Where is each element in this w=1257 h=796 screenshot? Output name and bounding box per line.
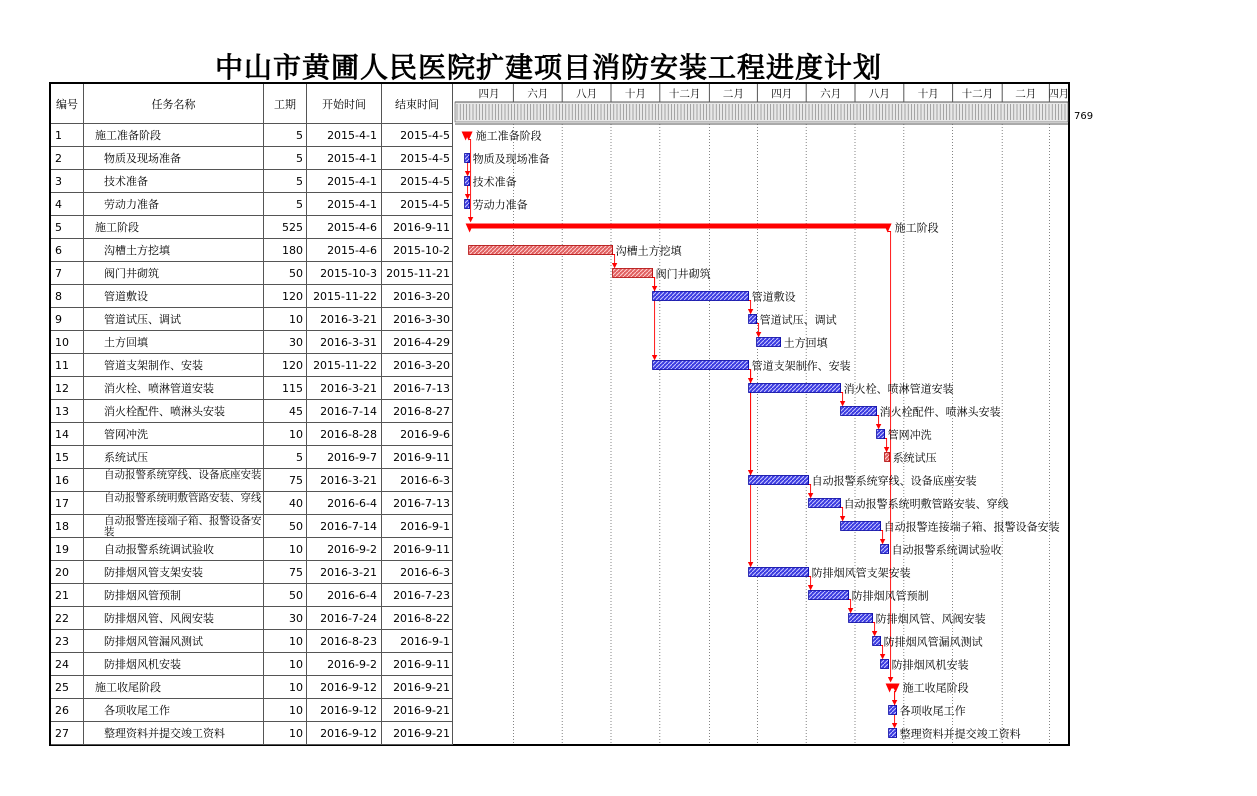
timeline-month-label: 六月 bbox=[820, 88, 842, 100]
task-start: 2016-9-7 bbox=[307, 446, 382, 469]
timeline-month-label: 十月 bbox=[624, 88, 646, 100]
gantt-dependency-link bbox=[840, 508, 843, 521]
gantt-dependency-link bbox=[880, 531, 883, 544]
gantt-dependency-link bbox=[468, 186, 469, 199]
task-id: 26 bbox=[51, 699, 84, 722]
timeline-month-label: 十月 bbox=[917, 88, 939, 100]
task-start: 2015-11-22 bbox=[307, 285, 382, 308]
task-duration: 5 bbox=[264, 147, 307, 170]
task-id: 11 bbox=[51, 354, 84, 377]
task-id: 12 bbox=[51, 377, 84, 400]
task-duration: 5 bbox=[264, 446, 307, 469]
task-name: 劳动力准备 bbox=[84, 193, 264, 216]
task-name: 防排烟风管、风阀安装 bbox=[84, 607, 264, 630]
task-name: 管道试压、调试 bbox=[84, 308, 264, 331]
task-start: 2016-6-4 bbox=[307, 584, 382, 607]
task-end: 2016-8-22 bbox=[382, 607, 453, 630]
gantt-dependency-link bbox=[748, 301, 751, 314]
page-title: 中山市黄圃人民医院扩建项目消防安装工程进度计划 bbox=[214, 51, 882, 84]
task-duration: 10 bbox=[264, 653, 307, 676]
task-id: 16 bbox=[51, 469, 84, 492]
gantt-dependency-link bbox=[848, 600, 851, 613]
task-end: 2015-4-5 bbox=[382, 170, 453, 193]
gantt-dependency-link bbox=[612, 255, 615, 268]
task-end: 2016-3-20 bbox=[382, 285, 453, 308]
gantt-bar-label: 防排烟风管漏风测试 bbox=[883, 635, 983, 649]
gantt-task-bar bbox=[889, 729, 897, 738]
gantt-task-bar bbox=[881, 660, 889, 669]
task-name: 防排烟风管漏风测试 bbox=[84, 630, 264, 653]
gantt-task-bar bbox=[749, 476, 809, 485]
task-start: 2016-3-21 bbox=[307, 377, 382, 400]
gantt-bar-label: 技术准备 bbox=[472, 175, 517, 189]
gantt-task-bar bbox=[873, 637, 881, 646]
task-id: 23 bbox=[51, 630, 84, 653]
task-id: 27 bbox=[51, 722, 84, 745]
task-id: 9 bbox=[51, 308, 84, 331]
timeline-month-label: 六月 bbox=[527, 88, 549, 100]
task-duration: 10 bbox=[264, 676, 307, 699]
gantt-task-bar bbox=[613, 269, 653, 278]
task-name: 自动报警连接端子箱、报警设备安装 bbox=[84, 515, 264, 538]
gantt-dependency-link bbox=[808, 577, 811, 590]
task-duration: 120 bbox=[264, 285, 307, 308]
task-id: 13 bbox=[51, 400, 84, 423]
gantt-task-bar bbox=[469, 246, 613, 255]
timeline-month-label: 十二月 bbox=[668, 88, 701, 100]
task-duration: 10 bbox=[264, 722, 307, 745]
timeline-month-label: 八月 bbox=[576, 88, 598, 100]
task-duration: 5 bbox=[264, 170, 307, 193]
gantt-dependency-link bbox=[748, 370, 751, 567]
gantt-bar-label: 防排烟风管、风阀安装 bbox=[875, 612, 986, 626]
gantt-task-bar bbox=[809, 591, 849, 600]
gantt-task-bar bbox=[749, 568, 809, 577]
task-end: 2016-9-6 bbox=[382, 423, 453, 446]
task-end: 2016-6-3 bbox=[382, 561, 453, 584]
task-start: 2016-7-24 bbox=[307, 607, 382, 630]
task-name: 自动报警系统穿线、设备底座安装 bbox=[84, 469, 264, 492]
gantt-bar-label: 自动报警系统穿线、设备底座安装 bbox=[811, 474, 977, 488]
gantt-bar-label: 物质及现场准备 bbox=[472, 152, 550, 166]
task-start: 2016-8-28 bbox=[307, 423, 382, 446]
task-id: 2 bbox=[51, 147, 84, 170]
gantt-bar-label: 施工准备阶段 bbox=[475, 129, 542, 143]
task-end: 2016-9-21 bbox=[382, 722, 453, 745]
gantt-task-bar bbox=[653, 361, 749, 370]
gantt-task-bar bbox=[749, 384, 841, 393]
gantt-task-bar bbox=[757, 338, 781, 347]
task-id: 25 bbox=[51, 676, 84, 699]
gantt-task-bar bbox=[889, 706, 897, 715]
gantt-bar-label: 防排烟风管支架安装 bbox=[811, 566, 911, 580]
timeline-month-label: 二月 bbox=[1015, 88, 1037, 100]
task-duration: 525 bbox=[264, 216, 307, 239]
task-id: 7 bbox=[51, 262, 84, 285]
task-start: 2016-3-21 bbox=[307, 561, 382, 584]
task-name: 施工收尾阶段 bbox=[84, 676, 264, 699]
task-id: 22 bbox=[51, 607, 84, 630]
task-name: 消火栓、喷淋管道安装 bbox=[84, 377, 264, 400]
task-name: 物质及现场准备 bbox=[84, 147, 264, 170]
gantt-bar-label: 管道敷设 bbox=[751, 290, 796, 304]
task-start: 2015-4-6 bbox=[307, 239, 382, 262]
header-start: 开始时间 bbox=[307, 84, 382, 124]
gantt-bar-label: 整理资料并提交竣工资料 bbox=[899, 727, 1021, 741]
task-name: 自动报警系统明敷管路安装、穿线 bbox=[84, 492, 264, 515]
gantt-bar-label: 消火栓、喷淋管道安装 bbox=[843, 382, 954, 396]
gantt-bar-label: 自动报警系统调试验收 bbox=[891, 543, 1002, 557]
task-name: 施工阶段 bbox=[84, 216, 264, 239]
timeline-month-label: 四月 bbox=[478, 88, 500, 100]
task-start: 2015-4-6 bbox=[307, 216, 382, 239]
gantt-task-bar bbox=[881, 545, 889, 554]
gantt-dependency-link bbox=[468, 163, 469, 176]
task-duration: 5 bbox=[264, 124, 307, 147]
timeline-month-label: 二月 bbox=[722, 88, 744, 100]
task-duration: 10 bbox=[264, 699, 307, 722]
task-end: 2016-9-21 bbox=[382, 676, 453, 699]
task-id: 18 bbox=[51, 515, 84, 538]
task-duration: 10 bbox=[264, 538, 307, 561]
task-end: 2016-8-27 bbox=[382, 400, 453, 423]
gantt-bar-label: 劳动力准备 bbox=[472, 198, 528, 212]
task-name: 管网冲洗 bbox=[84, 423, 264, 446]
task-end: 2015-4-5 bbox=[382, 124, 453, 147]
task-id: 14 bbox=[51, 423, 84, 446]
task-end: 2016-9-1 bbox=[382, 515, 453, 538]
task-start: 2015-11-22 bbox=[307, 354, 382, 377]
task-end: 2016-9-11 bbox=[382, 653, 453, 676]
gantt-bar-label: 施工阶段 bbox=[894, 221, 939, 235]
task-end: 2016-9-1 bbox=[382, 630, 453, 653]
gantt-bar-label: 沟槽土方挖填 bbox=[615, 244, 682, 258]
gantt-bar-label: 自动报警系统明敷管路安装、穿线 bbox=[843, 497, 1009, 511]
task-start: 2015-4-1 bbox=[307, 193, 382, 216]
task-id: 4 bbox=[51, 193, 84, 216]
task-duration: 30 bbox=[264, 331, 307, 354]
task-start: 2016-7-14 bbox=[307, 515, 382, 538]
task-start: 2015-4-1 bbox=[307, 170, 382, 193]
task-duration: 5 bbox=[264, 193, 307, 216]
task-duration: 115 bbox=[264, 377, 307, 400]
task-end: 2016-7-13 bbox=[382, 377, 453, 400]
task-end: 2016-9-11 bbox=[382, 446, 453, 469]
task-duration: 50 bbox=[264, 515, 307, 538]
task-end: 2015-10-2 bbox=[382, 239, 453, 262]
task-start: 2016-9-2 bbox=[307, 653, 382, 676]
task-name: 各项收尾工作 bbox=[84, 699, 264, 722]
gantt-task-bar bbox=[465, 177, 470, 186]
task-duration: 180 bbox=[264, 239, 307, 262]
timeline-month-label: 四月 bbox=[1048, 88, 1070, 100]
task-id: 15 bbox=[51, 446, 84, 469]
timeline-month-label: 四月 bbox=[771, 88, 793, 100]
gantt-task-bar bbox=[849, 614, 873, 623]
task-end: 2016-4-29 bbox=[382, 331, 453, 354]
task-id: 24 bbox=[51, 653, 84, 676]
task-name: 消火栓配件、喷淋头安装 bbox=[84, 400, 264, 423]
task-start: 2016-3-31 bbox=[307, 331, 382, 354]
gantt-bar-label: 阀门井砌筑 bbox=[655, 267, 711, 281]
gantt-dependency-link bbox=[872, 623, 875, 636]
task-duration: 40 bbox=[264, 492, 307, 515]
gantt-task-bar bbox=[885, 453, 890, 462]
task-end: 2015-4-5 bbox=[382, 147, 453, 170]
task-id: 1 bbox=[51, 124, 84, 147]
task-id: 8 bbox=[51, 285, 84, 308]
gantt-dependency-link bbox=[876, 416, 879, 429]
task-duration: 50 bbox=[264, 584, 307, 607]
timeline-month-label: 十二月 bbox=[961, 88, 994, 100]
gantt-dependency-link bbox=[884, 439, 887, 452]
task-end: 2016-3-30 bbox=[382, 308, 453, 331]
gantt-bar-label: 自动报警连接端子箱、报警设备安装 bbox=[883, 520, 1060, 534]
task-id: 6 bbox=[51, 239, 84, 262]
gantt-bar-label: 各项收尾工作 bbox=[899, 704, 966, 718]
gantt-task-bar bbox=[809, 499, 841, 508]
task-name: 防排烟风管支架安装 bbox=[84, 561, 264, 584]
task-duration: 10 bbox=[264, 630, 307, 653]
task-name: 整理资料并提交竣工资料 bbox=[84, 722, 264, 745]
gantt-dependency-link bbox=[880, 646, 883, 659]
task-end: 2016-9-11 bbox=[382, 538, 453, 561]
gantt-bar-label: 管道试压、调试 bbox=[759, 313, 837, 327]
task-start: 2016-8-23 bbox=[307, 630, 382, 653]
task-start: 2016-3-21 bbox=[307, 469, 382, 492]
timeline-month-label: 八月 bbox=[868, 88, 890, 100]
gantt-task-bar bbox=[749, 315, 757, 324]
gantt-summary-bar bbox=[469, 224, 889, 229]
task-duration: 45 bbox=[264, 400, 307, 423]
task-name: 施工准备阶段 bbox=[84, 124, 264, 147]
task-name: 防排烟风管预制 bbox=[84, 584, 264, 607]
gantt-bar-label: 防排烟风管预制 bbox=[851, 589, 929, 603]
task-name: 管道敷设 bbox=[84, 285, 264, 308]
task-start: 2016-9-12 bbox=[307, 676, 382, 699]
task-name: 技术准备 bbox=[84, 170, 264, 193]
task-name: 防排烟风机安装 bbox=[84, 653, 264, 676]
task-name: 自动报警系统调试验收 bbox=[84, 538, 264, 561]
task-end: 2016-9-11 bbox=[382, 216, 453, 239]
gantt-bar-label: 消火栓配件、喷淋头安装 bbox=[879, 405, 1001, 419]
gantt-bar-label: 管道支架制作、安装 bbox=[751, 359, 851, 373]
task-end: 2016-9-21 bbox=[382, 699, 453, 722]
task-end: 2016-6-3 bbox=[382, 469, 453, 492]
task-end: 2015-4-5 bbox=[382, 193, 453, 216]
task-name: 系统试压 bbox=[84, 446, 264, 469]
task-start: 2016-6-4 bbox=[307, 492, 382, 515]
header-id: 编号 bbox=[51, 84, 84, 124]
gantt-bar-label: 系统试压 bbox=[892, 451, 937, 465]
task-name: 沟槽土方挖填 bbox=[84, 239, 264, 262]
gantt-task-bar bbox=[465, 154, 470, 163]
gantt-dependency-link bbox=[808, 485, 811, 498]
task-end: 2016-3-20 bbox=[382, 354, 453, 377]
task-name: 管道支架制作、安装 bbox=[84, 354, 264, 377]
gantt-task-bar bbox=[465, 200, 470, 209]
header-duration: 工期 bbox=[264, 84, 307, 124]
gantt-dependency-link bbox=[840, 393, 843, 406]
task-id: 19 bbox=[51, 538, 84, 561]
gantt-dependency-link bbox=[652, 278, 655, 360]
task-start: 2016-3-21 bbox=[307, 308, 382, 331]
task-duration: 120 bbox=[264, 354, 307, 377]
task-duration: 75 bbox=[264, 561, 307, 584]
timeline-day-scale bbox=[455, 102, 1068, 122]
task-id: 10 bbox=[51, 331, 84, 354]
header-end: 结束时间 bbox=[382, 84, 453, 124]
gantt-bar-label: 土方回填 bbox=[783, 336, 828, 350]
task-start: 2015-4-1 bbox=[307, 147, 382, 170]
task-start: 2015-4-1 bbox=[307, 124, 382, 147]
task-duration: 50 bbox=[264, 262, 307, 285]
task-name: 阀门井砌筑 bbox=[84, 262, 264, 285]
task-id: 20 bbox=[51, 561, 84, 584]
gantt-task-bar bbox=[653, 292, 749, 301]
task-duration: 10 bbox=[264, 423, 307, 446]
task-start: 2016-9-2 bbox=[307, 538, 382, 561]
gantt-task-bar bbox=[841, 522, 881, 531]
gantt-task-bar bbox=[841, 407, 877, 416]
task-id: 3 bbox=[51, 170, 84, 193]
gantt-bar-label: 施工收尾阶段 bbox=[902, 681, 969, 695]
task-start: 2016-9-12 bbox=[307, 722, 382, 745]
task-duration: 30 bbox=[264, 607, 307, 630]
task-start: 2016-7-14 bbox=[307, 400, 382, 423]
gantt-task-bar bbox=[877, 430, 885, 439]
task-name: 土方回填 bbox=[84, 331, 264, 354]
task-start: 2015-10-3 bbox=[307, 262, 382, 285]
gantt-bar-label: 管网冲洗 bbox=[887, 428, 932, 442]
task-end: 2016-7-23 bbox=[382, 584, 453, 607]
task-end: 2016-7-13 bbox=[382, 492, 453, 515]
task-duration: 75 bbox=[264, 469, 307, 492]
task-id: 17 bbox=[51, 492, 84, 515]
task-id: 5 bbox=[51, 216, 84, 239]
task-id: 21 bbox=[51, 584, 84, 607]
timeline-trailing-number: 769 bbox=[1074, 111, 1094, 122]
task-duration: 10 bbox=[264, 308, 307, 331]
header-name: 任务名称 bbox=[84, 84, 264, 124]
gantt-bar-label: 防排烟风机安装 bbox=[891, 658, 969, 672]
task-end: 2015-11-21 bbox=[382, 262, 453, 285]
task-start: 2016-9-12 bbox=[307, 699, 382, 722]
